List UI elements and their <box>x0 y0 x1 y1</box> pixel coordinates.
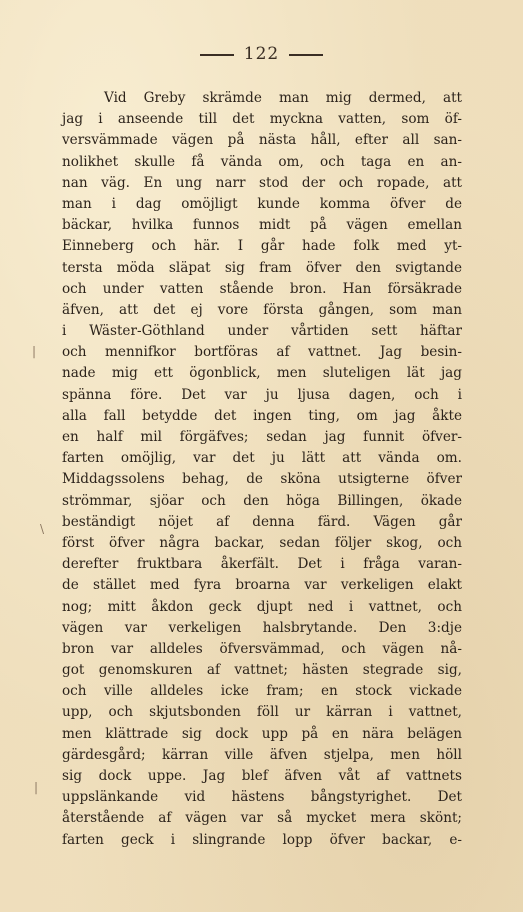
text-line: nog; mitt åkdon geck djupt ned i vattnet, och <box>62 598 462 615</box>
margin-tick: | <box>32 344 37 358</box>
text-line: uppslänkande vid hästens bångstyrighet. Det <box>62 789 462 806</box>
text-line: en half mil förgäfves; sedan jag funnit öfver- <box>62 429 462 445</box>
text-line: alla fall betydde det ingen ting, om jag åkte <box>62 407 462 424</box>
text-line: och under vatten stående bron. Han försäkrade <box>62 280 462 297</box>
text-line: Vid Greby skrämde man mig dermed, att <box>104 90 462 106</box>
text-line: nan väg. En ung narr stod der och ropade, att <box>62 174 462 191</box>
body-text <box>62 88 462 851</box>
text-line: nade mig ett ögonblick, men sluteligen lät jag <box>62 365 462 382</box>
text-line: och ville alldeles icke fram; en stock vickade <box>62 683 462 700</box>
text-line: bron var alldeles öfversvämmad, och vägen nå- <box>62 640 462 657</box>
text-line: upp, och skjutsbonden föll ur kärran i vattnet, <box>62 704 462 721</box>
text-line: farten geck i slingrande lopp öfver backar, e- <box>62 831 462 848</box>
header-dash-right <box>289 54 323 56</box>
text-line: spänna före. Det var ju ljusa dagen, och i <box>62 386 462 403</box>
text-line: farten omöjlig, var det ju lätt att vända om. <box>62 450 462 467</box>
text-line: och mennifkor bortföras af vattnet. Jag besin- <box>62 344 462 361</box>
header-dash-left <box>200 54 234 56</box>
text-line: äfven, att det ej vore första gången, som man <box>62 301 462 318</box>
text-line: beständigt nöjet af denna färd. Vägen går <box>62 513 462 530</box>
text-line: återstående af vägen var så mycket mera skönt; <box>62 810 462 827</box>
text-line: Middagssolens behag, de sköna utsigterne öfver <box>62 471 462 488</box>
text-line: bäckar, hvilka funnos midt på vägen emellan <box>62 217 462 234</box>
text-line: men klättrade sig dock upp på en nära belägen <box>62 725 462 742</box>
text-line: got genomskuren af vattnet; hästen stegrade sig, <box>62 662 462 679</box>
text-line: sig dock uppe. Jag blef äfven våt af vattnets <box>62 768 462 784</box>
text-line: vägen var verkeligen halsbrytande. Den 3:dje <box>62 619 462 636</box>
text-line: tersta möda släpat sig fram öfver den svigtande <box>62 259 462 276</box>
text-line: Einneberg och här. I går hade folk med yt- <box>62 238 462 255</box>
text-line: de stället med fyra broarna var verkeligen elakt <box>62 577 462 594</box>
page-number: 122 <box>243 44 280 64</box>
text-line: derefter fruktbara åkerfält. Det i fråga varan- <box>62 556 462 573</box>
text-line: först öfver några backar, sedan följer skog, och <box>62 534 462 551</box>
text-line: man i dag omöjligt kunde komma öfver de <box>62 195 462 212</box>
text-line: gärdesgård; kärran ville äfven stjelpa, men höll <box>62 746 462 763</box>
text-line: i Wäster-Göthland under vårtiden sett häftar <box>62 323 462 340</box>
text-line: strömmar, sjöar och den höga Billingen, ökade <box>62 492 462 509</box>
text-line: jag i anseende till det myckna vatten, som öf- <box>62 111 462 128</box>
text-line: versvämmade vägen på nästa håll, efter all san- <box>62 132 462 149</box>
page-header <box>0 44 523 64</box>
margin-tick: \ <box>40 522 45 536</box>
margin-tick: | <box>34 780 39 794</box>
text-line: nolikhet skulle få vända om, och taga en an- <box>62 153 462 170</box>
